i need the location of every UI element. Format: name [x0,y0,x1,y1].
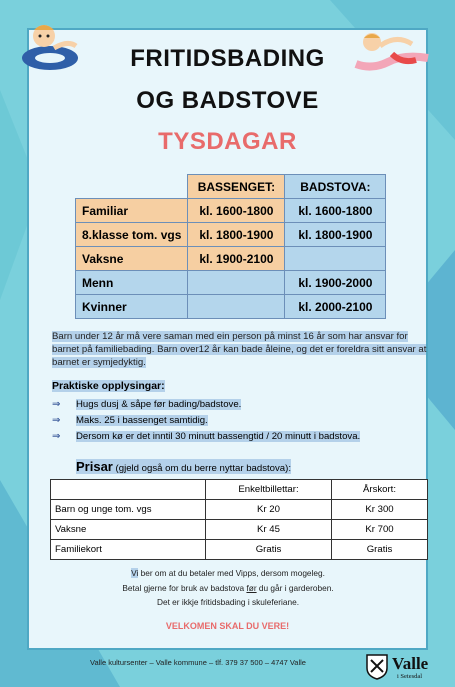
price-single: Gratis [206,540,332,560]
practical-item: Maks. 25 i bassenget samtidig. [76,414,208,426]
prices-subtitle: (gjeld også om du berre nyttar badstova): [115,463,291,474]
schedule-pool-time: kl. 1600-1800 [188,199,285,223]
prices-header-empty [51,480,206,500]
logo-subtitle: i Setesdal [397,673,423,680]
schedule-sauna-time: kl. 1600-1800 [285,199,386,223]
practical-item: Dersom kø er det inntil 30 minutt bassengtid / 20 minutt i badstova. [76,430,361,442]
price-category: Vaksne [51,520,206,540]
schedule-row [76,223,386,247]
practical-item: Hugs dusj & såpe før bading/badstove. [76,398,242,410]
arrow-bullet-icon: ⇒ [52,398,61,410]
schedule-group: Menn [76,271,188,295]
list-item [52,428,360,444]
price-annual: Kr 700 [332,520,428,540]
schedule-pool-time: kl. 1900-2100 [188,247,285,271]
schedule-header-empty [76,175,188,199]
practical-heading [52,380,165,392]
schedule-pool-time: kl. 1800-1900 [188,223,285,247]
table-row [51,540,428,560]
schedule-group: 8.klasse tom. vgs [76,223,188,247]
list-item [52,412,360,428]
payment-note [28,583,428,593]
prices-header-annual: Årskort: [332,480,428,500]
prices-heading [76,459,291,474]
schedule-row [76,295,386,319]
poster-day: TYSDAGAR [158,128,297,155]
price-annual: Kr 300 [332,500,428,520]
payment-note-pre: Betal gjerne for bruk av badstova [122,583,247,593]
payment-note-underline: før [246,583,257,593]
poster-title-line1: FRITIDSBADING [130,45,325,72]
practical-heading-text: Praktiske opplysingar: [52,380,165,392]
price-category: Familiekort [51,540,206,560]
schedule-header-sauna: BADSTOVA: [285,175,386,199]
price-category: Barn og unge tom. vgs [51,500,206,520]
poster-title-line2: OG BADSTOVE [136,87,319,114]
arrow-bullet-icon: ⇒ [52,430,61,442]
schedule-header-pool: BASSENGET: [188,175,285,199]
coat-of-arms-icon [366,654,388,680]
price-annual: Gratis [332,540,428,560]
schedule-row [76,271,386,295]
schedule-header-row [76,175,386,199]
footer-contact: Valle kultursenter – Valle kommune – tlf. 379 37 500 – 4747 Valle [90,658,306,667]
schedule-sauna-time: kl. 1900-2000 [285,271,386,295]
schedule-row [76,199,386,223]
info-paragraph [52,330,428,369]
practical-list [52,396,360,444]
schedule-pool-time [188,295,285,319]
vipps-note-text: ber om at du betaler med Vipps, dersom mogeleg. [138,568,325,578]
welcome-message: VELKOMEN SKAL DU VERE! [165,621,290,631]
arrow-bullet-icon: ⇒ [52,414,61,426]
vipps-note [28,568,428,578]
schedule-sauna-time [285,247,386,271]
schedule-group: Familiar [76,199,188,223]
info-text: Barn under 12 år må vere saman med ein person på minst 16 år som har ansvar for barnet på familiebading. Barn over12 år kan bade åleine, og det er foreldra sitt ansvar at barnet er symjedyktig. [52,331,427,368]
schedule-table [75,174,386,319]
prices-title: Prisar [76,459,113,474]
table-row [51,500,428,520]
payment-note-post: du går i garderoben. [256,583,334,593]
schedule-row [76,247,386,271]
prices-header-row [51,480,428,500]
schedule-group: Vaksne [76,247,188,271]
price-single: Kr 45 [206,520,332,540]
prices-table [50,479,428,560]
schedule-pool-time [188,271,285,295]
schedule-sauna-time: kl. 1800-1900 [285,223,386,247]
schedule-sauna-time: kl. 2000-2100 [285,295,386,319]
schedule-group: Kvinner [76,295,188,319]
prices-header-single: Enkeltbillettar: [206,480,332,500]
school-holiday-note: Det er ikkje fritidsbading i skuleferiane. [156,597,300,607]
table-row [51,520,428,540]
logo-name: Valle [392,654,429,673]
price-single: Kr 20 [206,500,332,520]
vipps-note-vi: Vi [131,568,139,578]
list-item [52,396,360,412]
